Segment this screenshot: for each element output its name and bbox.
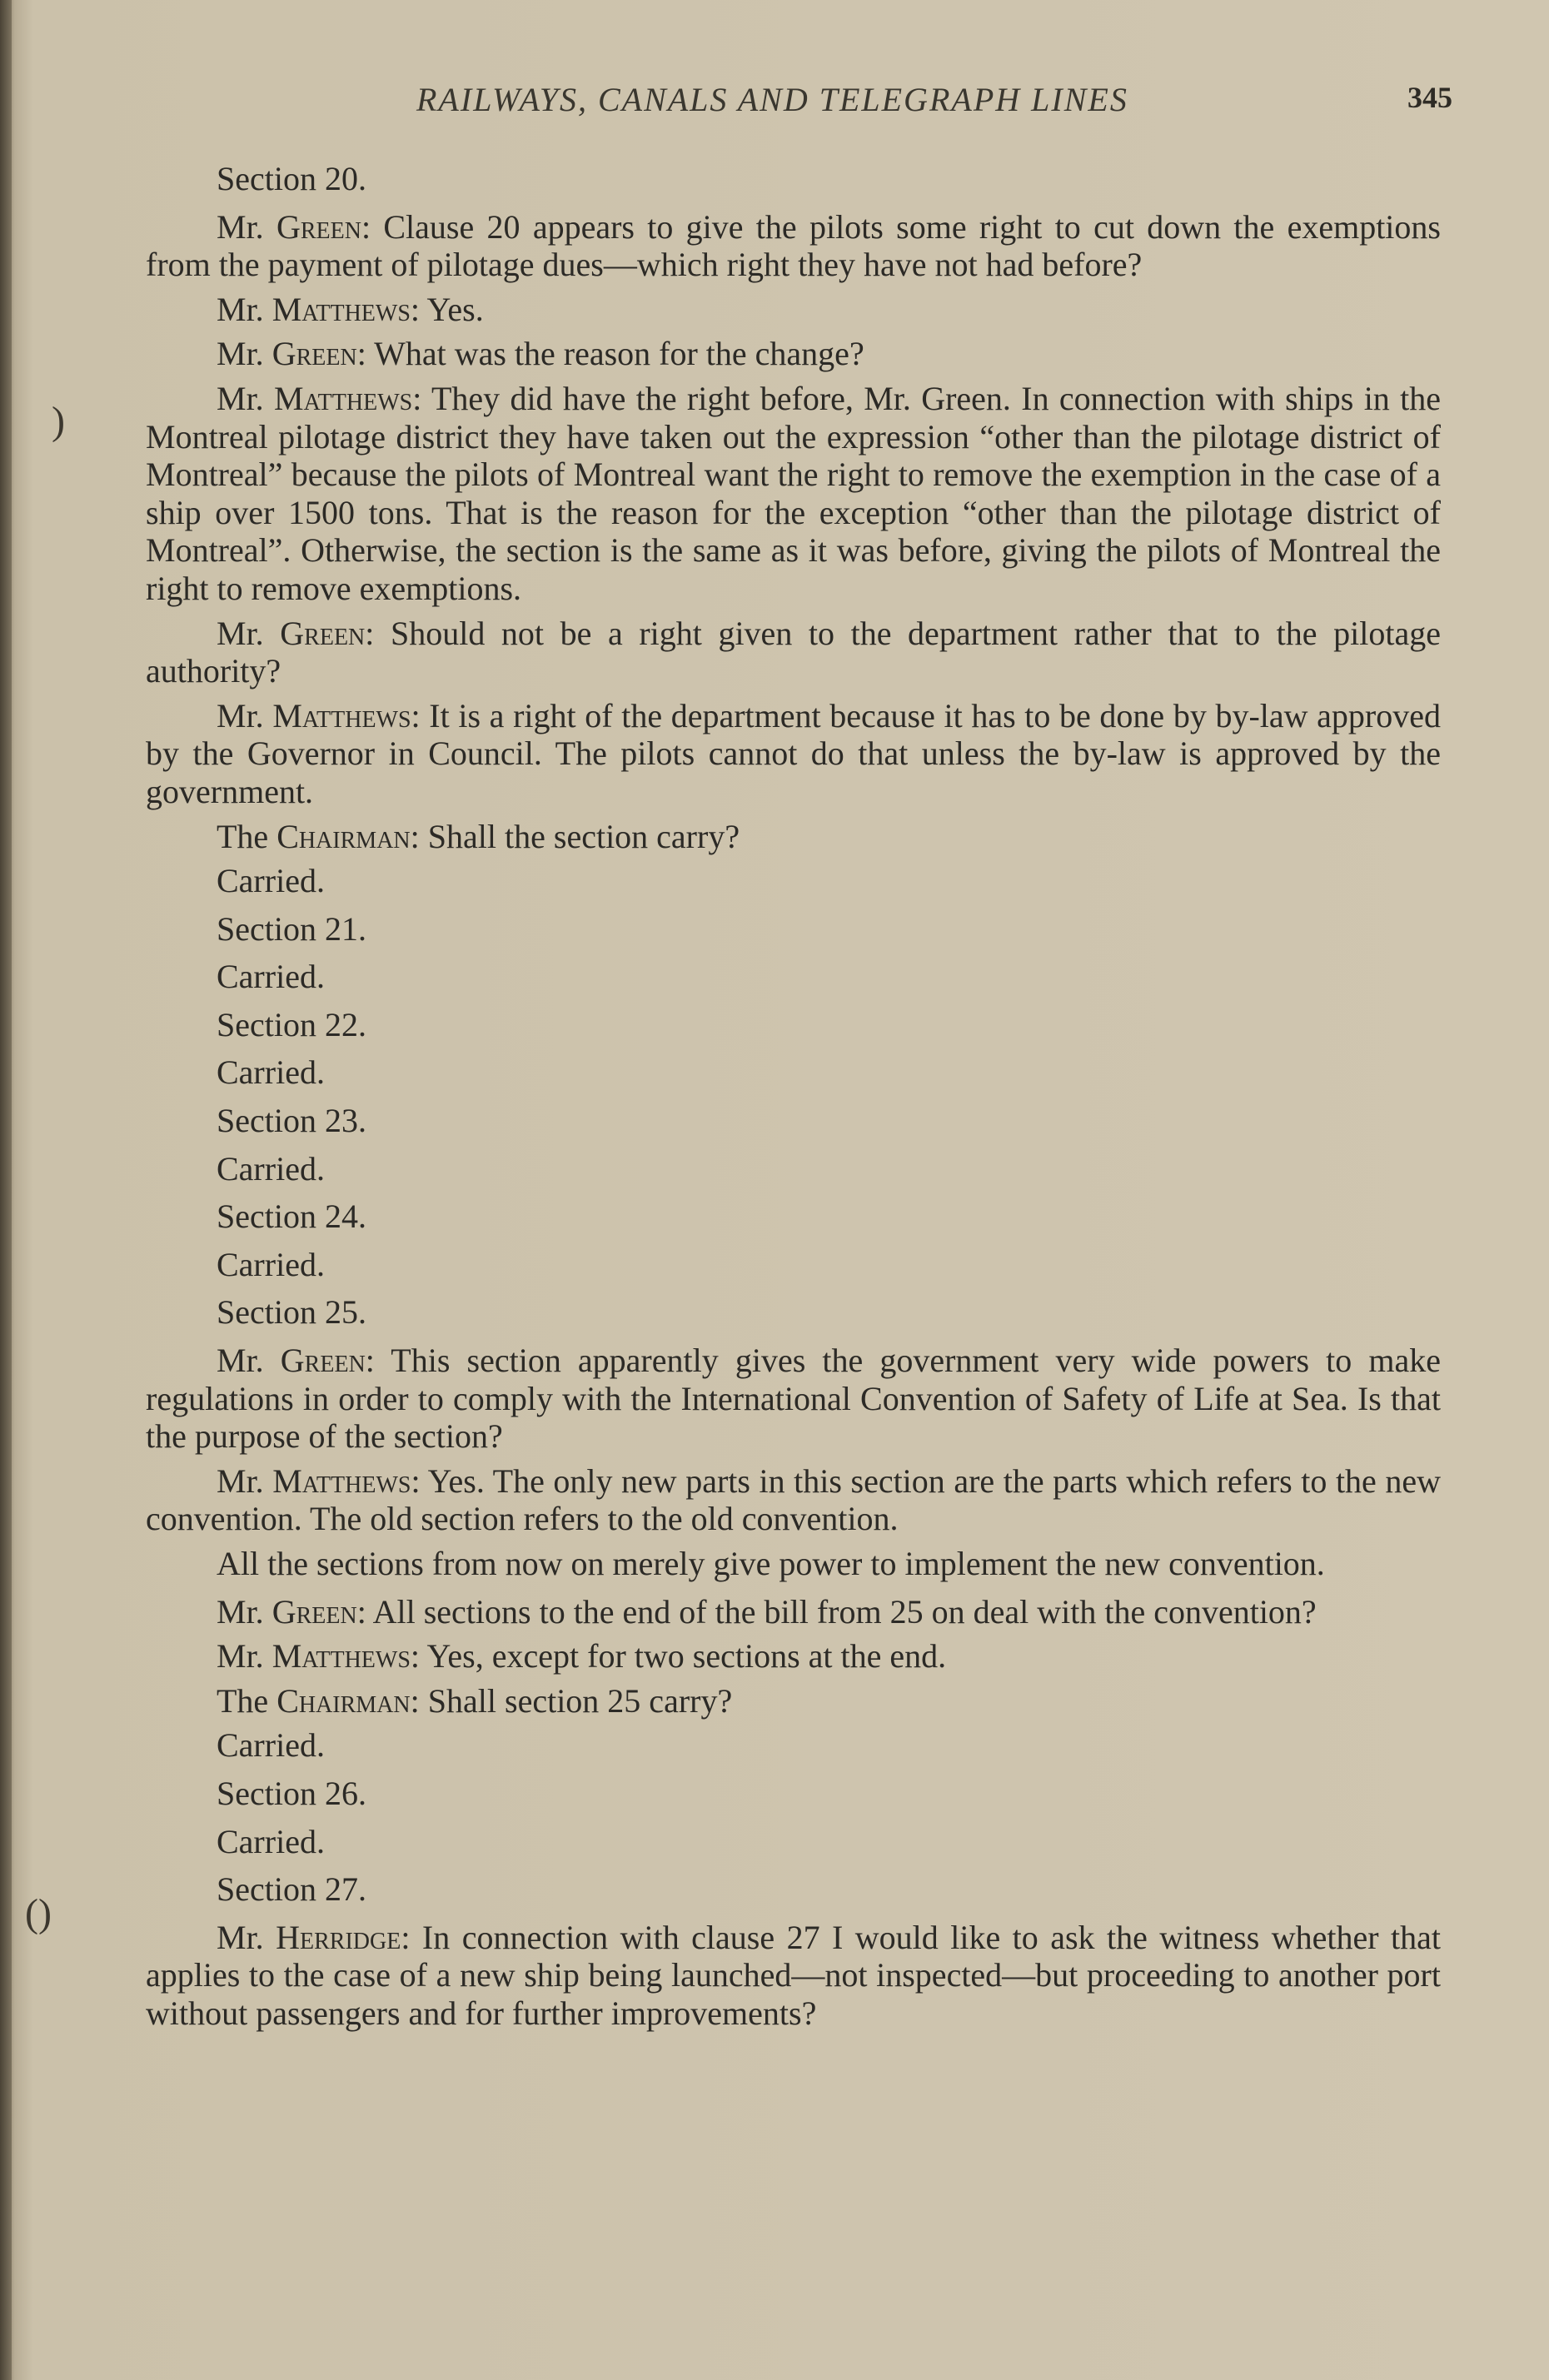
paragraph-text: Carried. xyxy=(217,1726,325,1765)
paragraph-text: All sections to the end of the bill from 25 on deal with the convention? xyxy=(372,1592,1317,1631)
procedural-line xyxy=(146,1775,1441,1813)
margin-mark: () xyxy=(25,1891,52,1935)
speaker-name: Mr. Matthews xyxy=(217,1637,411,1675)
paragraph-text: It is a right of the department because it has to be done by by-law approved by the Governor in Council. The pilots cannot do that unless the by-law is approved by the government. xyxy=(146,696,1441,810)
speaker-name: Mr. Matthews xyxy=(217,696,411,734)
speaker-name: Mr. Green xyxy=(217,1342,366,1380)
speech-paragraph: Mr. Matthews: It is a right of the department because it has to be done by by-law approved by the Governor in Council. The pilots cannot do that unless the by-law is approved by the government. xyxy=(146,696,1441,810)
paragraph-text: Carried. xyxy=(217,1149,325,1188)
running-title: RAILWAYS, CANALS AND TELEGRAPH LINES xyxy=(416,81,1128,118)
procedural-line xyxy=(146,1150,1441,1188)
procedural-line xyxy=(146,1545,1441,1583)
speaker-name: Mr. Green xyxy=(217,1592,357,1631)
procedural-line xyxy=(146,160,1441,198)
paragraph-text: Yes. xyxy=(426,290,484,328)
procedural-line xyxy=(146,1197,1441,1236)
paragraph-text: Section 23. xyxy=(217,1102,366,1140)
paragraph-text: Carried. xyxy=(217,958,325,996)
speaker-name: Mr. Green xyxy=(217,614,366,652)
speaker-name: Mr. Green xyxy=(217,207,361,246)
paragraph-text: Clause 20 appears to give the pilots some right to cut down the exemptions from the payment of pilotage dues—which right they have not had before? xyxy=(146,207,1441,284)
paragraph-text: Carried. xyxy=(217,862,325,900)
paragraph-text: Section 26. xyxy=(217,1774,366,1812)
paragraph-text: Section 25. xyxy=(217,1293,366,1332)
procedural-line xyxy=(146,910,1441,949)
paragraph-text: All the sections from now on merely give power to implement the new convention. xyxy=(217,1545,1325,1582)
speech-paragraph: Mr. Matthews: They did have the right before, Mr. Green. In connection with ships in the Montreal pilotage district they have taken out the expression “other than the pilotage district of Montreal” because the pilots of Montreal want the right to remove the exemption in the case of a ship over 1500 tons. That is the reason for the exception “other than the pilotage district of Montreal”. Otherwise, the section is the same as it was before, giving the pilots of Montreal the right to remove exemptions. xyxy=(146,379,1441,607)
speech-paragraph: The Chairman: Shall section 25 carry? xyxy=(217,1681,733,1720)
speaker-name: The Chairman xyxy=(217,817,411,855)
speaker-name: Mr. Matthews xyxy=(217,379,413,417)
speech-paragraph: Mr. Green: What was the reason for the change? xyxy=(217,335,864,373)
page-number: 345 xyxy=(1407,81,1452,114)
body-text xyxy=(146,160,1441,2039)
paragraph-text: Section 20. xyxy=(217,160,366,197)
paragraph-text: Section 21. xyxy=(217,909,366,948)
speech-paragraph: Mr. Green: This section apparently gives the government very wide powers to make regulations in order to comply with the International Convention of Safety of Life at Sea. Is that the purpose of the section? xyxy=(146,1342,1442,1456)
paragraph-text: Carried. xyxy=(217,1822,325,1860)
speech-paragraph: Mr. Green: Clause 20 appears to give the pilots some right to cut down the exemptions from the payment of pilotage dues—which right they have not had before? xyxy=(146,207,1441,284)
page-header xyxy=(0,80,1549,130)
procedural-line xyxy=(146,1726,1441,1765)
speech-paragraph: Mr. Matthews: Yes. xyxy=(217,290,484,328)
paragraph-text: Yes. The only new parts in this section are the parts which refers to the new convention. The old section refers to the old convention. xyxy=(146,1461,1441,1538)
paragraph-text: Section 24. xyxy=(217,1197,366,1236)
procedural-line xyxy=(146,1102,1441,1140)
speaker-name: The Chairman xyxy=(217,1681,411,1720)
speech-paragraph: Mr. Matthews: Yes. The only new parts in this section are the parts which refers to the new convention. The old section refers to the old convention. xyxy=(146,1461,1441,1538)
paragraph-text: Shall the section carry? xyxy=(427,817,740,855)
procedural-line xyxy=(146,1053,1441,1092)
book-spine-shadow xyxy=(0,0,12,2380)
procedural-line xyxy=(146,958,1441,996)
paragraph-text: Carried. xyxy=(217,1053,325,1092)
procedural-line xyxy=(146,862,1441,900)
speech-paragraph: Mr. Green: Should not be a right given to the department rather that to the pilotage authority? xyxy=(146,614,1441,690)
paragraph-text: Section 22. xyxy=(217,1005,366,1043)
speaker-name: Mr. Matthews xyxy=(217,290,411,328)
speech-paragraph: The Chairman: Shall the section carry? xyxy=(217,817,740,855)
procedural-line xyxy=(146,1823,1441,1861)
speech-paragraph: Mr. Green: All sections to the end of the bill from 25 on deal with the convention? xyxy=(217,1592,1317,1631)
paragraph-text: Yes, except for two sections at the end. xyxy=(426,1637,947,1675)
procedural-line xyxy=(146,1006,1441,1044)
paragraph-text: In connection with clause 27 I would like to ask the witness whether that applies to the case of a new ship being launched—not inspected—but proceeding to another port without passengers and for further improvements? xyxy=(146,1918,1441,2032)
paragraph-text: What was the reason for the change? xyxy=(374,335,864,373)
speaker-name: Mr. Herridge xyxy=(217,1918,401,1956)
paragraph-text: Carried. xyxy=(217,1245,325,1283)
procedural-line xyxy=(146,1246,1441,1284)
paragraph-text: Should not be a right given to the department rather that to the pilotage authority? xyxy=(146,614,1441,690)
paragraph-text: Shall section 25 carry? xyxy=(427,1681,733,1720)
paragraph-text: They did have the right before, Mr. Green. In connection with ships in the Montreal pilotage district they have taken out the expression “other than the pilotage district of Montreal” because the pilots of Montreal want the right to remove the exemption in the case of a ship over 1500 tons. That is the reason for the exception “other than the pilotage district of Montreal”. Otherwise, the section is the same as it was before, giving the pilots of Montreal the right to remove exemptions. xyxy=(146,379,1441,607)
speaker-name: Mr. Green xyxy=(217,335,357,373)
margin-mark: ) xyxy=(52,399,65,443)
paragraph-text: Section 27. xyxy=(217,1870,366,1909)
speech-paragraph: Mr. Matthews: Yes, except for two sections at the end. xyxy=(217,1637,947,1675)
speech-paragraph: Mr. Herridge: In connection with clause 27 I would like to ask the witness whether that applies to the case of a new ship being launched—not inspected—but proceeding to another port without passengers and for further improvements? xyxy=(146,1918,1441,2032)
procedural-line xyxy=(146,1870,1441,1909)
speaker-name: Mr. Matthews xyxy=(217,1461,411,1500)
procedural-line xyxy=(146,1293,1441,1332)
paragraph-text: This section apparently gives the government very wide powers to make regulations in order to comply with the International Convention of Safety of Life at Sea. Is that the purpose of the section? xyxy=(146,1342,1442,1456)
